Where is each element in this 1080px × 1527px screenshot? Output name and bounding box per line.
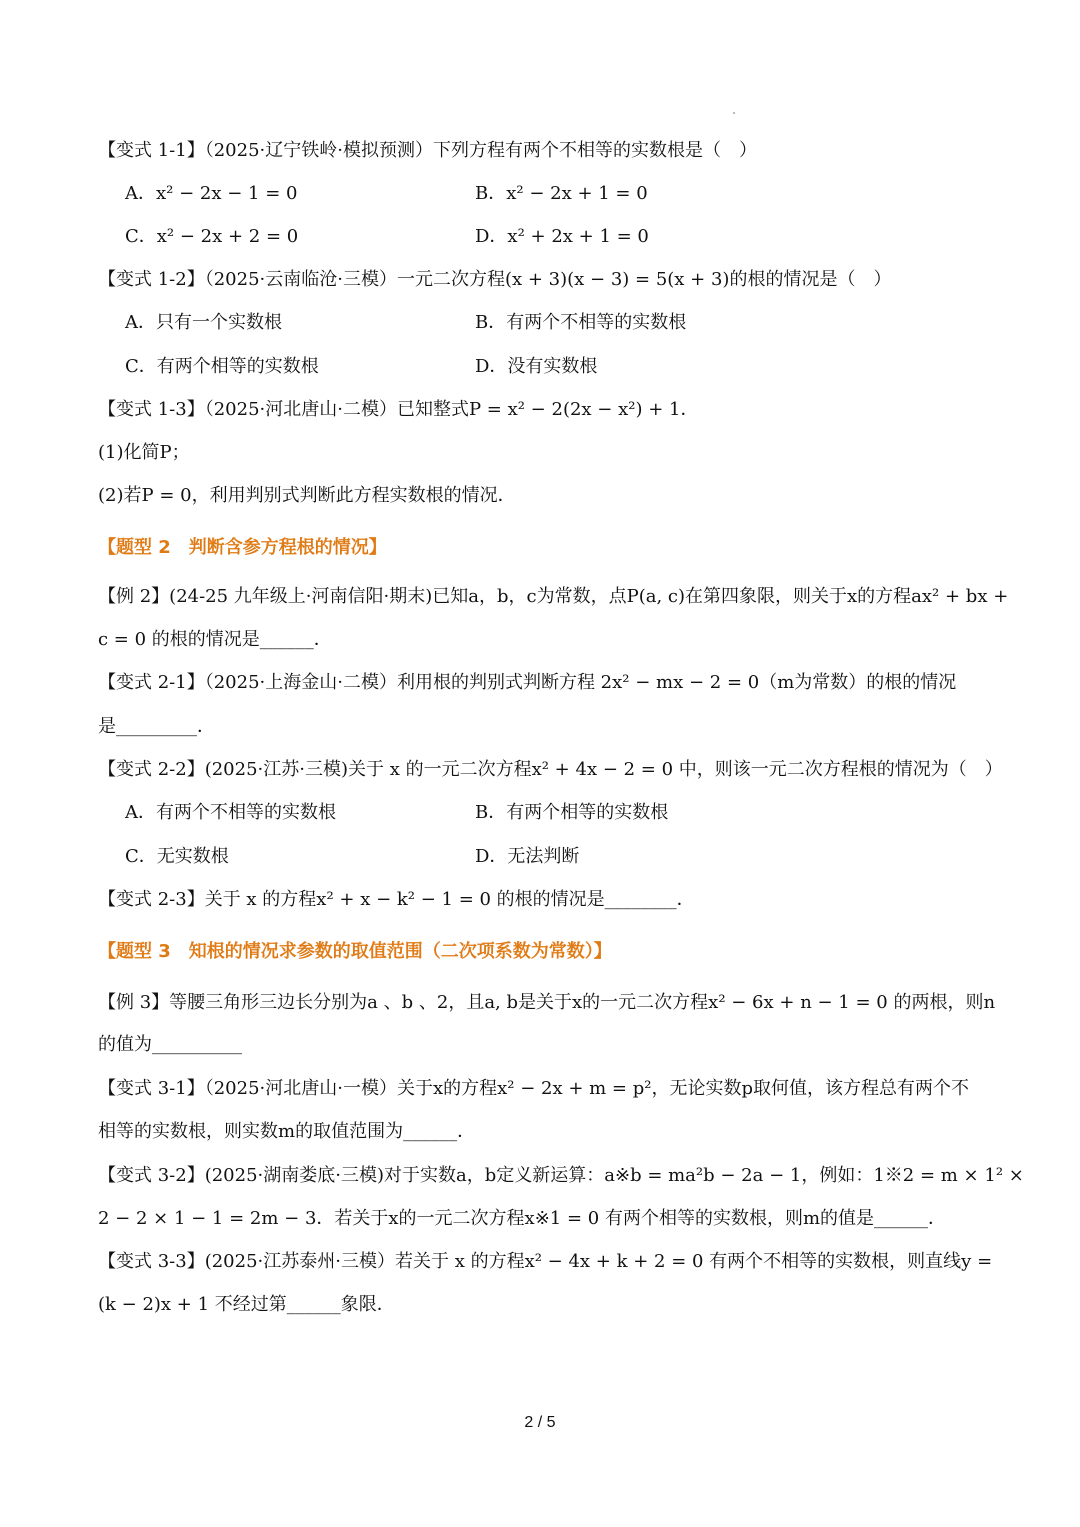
- question-1-1: 【变式 1-1】（2025·辽宁铁岭·模拟预测）下列方程有两个不相等的实数根是（ ）: [98, 140, 757, 161]
- option-2-2-c: C．无实数根: [125, 846, 229, 867]
- question-1-3-part-1: (1)化简P；: [98, 442, 190, 463]
- option-2-2-a: A．有两个不相等的实数根: [125, 802, 336, 823]
- option-1-1-d: D．x² + 2x + 1 = 0: [475, 226, 649, 247]
- section-heading-type-2: 【题型 2 判断含参方程根的情况】: [98, 537, 387, 558]
- option-1-2-d: D．没有实数根: [475, 356, 598, 377]
- option-2-2-b: B．有两个相等的实数根: [475, 802, 669, 823]
- question-3-3-cont: (k − 2)x + 1 不经过第______象限．: [98, 1294, 395, 1315]
- question-2-1-cont: 是_________．: [98, 716, 215, 737]
- example-2-cont: c = 0 的根的情况是______．: [98, 629, 332, 650]
- question-3-2: 【变式 3-2】(2025·湖南娄底·三模)对于实数a，b定义新运算：a※b = ma²b − 2a − 1，例如：1※2 = m × 1² ×: [98, 1165, 1024, 1186]
- example-2: 【例 2】(24-25 九年级上·河南信阳·期末)已知a，b，c为常数，点P(a, c)在第四象限，则关于x的方程ax² + bx +: [98, 586, 1009, 607]
- question-2-1: 【变式 2-1】（2025·上海金山·二模）利用根的判别式判断方程 2x² − mx − 2 = 0（m为常数）的根的情况: [98, 672, 957, 693]
- option-1-1-a: A．x² − 2x − 1 = 0: [125, 183, 298, 204]
- question-2-3: 【变式 2-3】关于 x 的方程x² + x − k² − 1 = 0 的根的情况是________．: [98, 889, 695, 910]
- scan-dot: [733, 112, 735, 114]
- section-heading-type-3: 【题型 3 知根的情况求参数的取值范围（二次项系数为常数）】: [98, 941, 612, 962]
- question-1-3-part-2: (2)若P = 0，利用判别式判断此方程实数根的情况．: [98, 485, 516, 506]
- question-3-1-cont: 相等的实数根，则实数m的取值范围为______．: [98, 1121, 476, 1142]
- question-3-3: 【变式 3-3】(2025·江苏泰州·三模）若关于 x 的方程x² − 4x + k + 2 = 0 有两个不相等的实数根，则直线y =: [98, 1251, 993, 1272]
- question-1-2: 【变式 1-2】（2025·云南临沧·三模）一元二次方程(x + 3)(x − 3) = 5(x + 3)的根的情况是（ ）: [98, 269, 892, 290]
- example-3-cont: 的值为__________: [98, 1034, 242, 1055]
- example-3: 【例 3】等腰三角形三边长分别为a 、b 、2，且a, b是关于x的一元二次方程x² − 6x + n − 1 = 0 的两根，则n: [98, 992, 996, 1013]
- option-1-2-c: C．有两个相等的实数根: [125, 356, 319, 377]
- question-1-3: 【变式 1-3】（2025·河北唐山·二模）已知整式P = x² − 2(2x − x²) + 1．: [98, 399, 699, 420]
- page-number: 2 / 5: [524, 1414, 556, 1431]
- question-3-2-cont: 2 − 2 × 1 − 1 = 2m − 3．若关于x的一元二次方程x※1 = 0 有两个相等的实数根，则m的值是______．: [98, 1208, 947, 1229]
- question-2-2: 【变式 2-2】(2025·江苏·三模)关于 x 的一元二次方程x² + 4x − 2 = 0 中，则该一元二次方程根的情况为（ ）: [98, 759, 1003, 780]
- option-1-1-b: B．x² − 2x + 1 = 0: [475, 183, 648, 204]
- option-1-1-c: C．x² − 2x + 2 = 0: [125, 226, 299, 247]
- option-2-2-d: D．无法判断: [475, 846, 580, 867]
- option-1-2-b: B．有两个不相等的实数根: [475, 312, 687, 333]
- question-3-1: 【变式 3-1】（2025·河北唐山·一模）关于x的方程x² − 2x + m = p²，无论实数p取何值，该方程总有两个不: [98, 1078, 969, 1099]
- option-1-2-a: A．只有一个实数根: [125, 312, 282, 333]
